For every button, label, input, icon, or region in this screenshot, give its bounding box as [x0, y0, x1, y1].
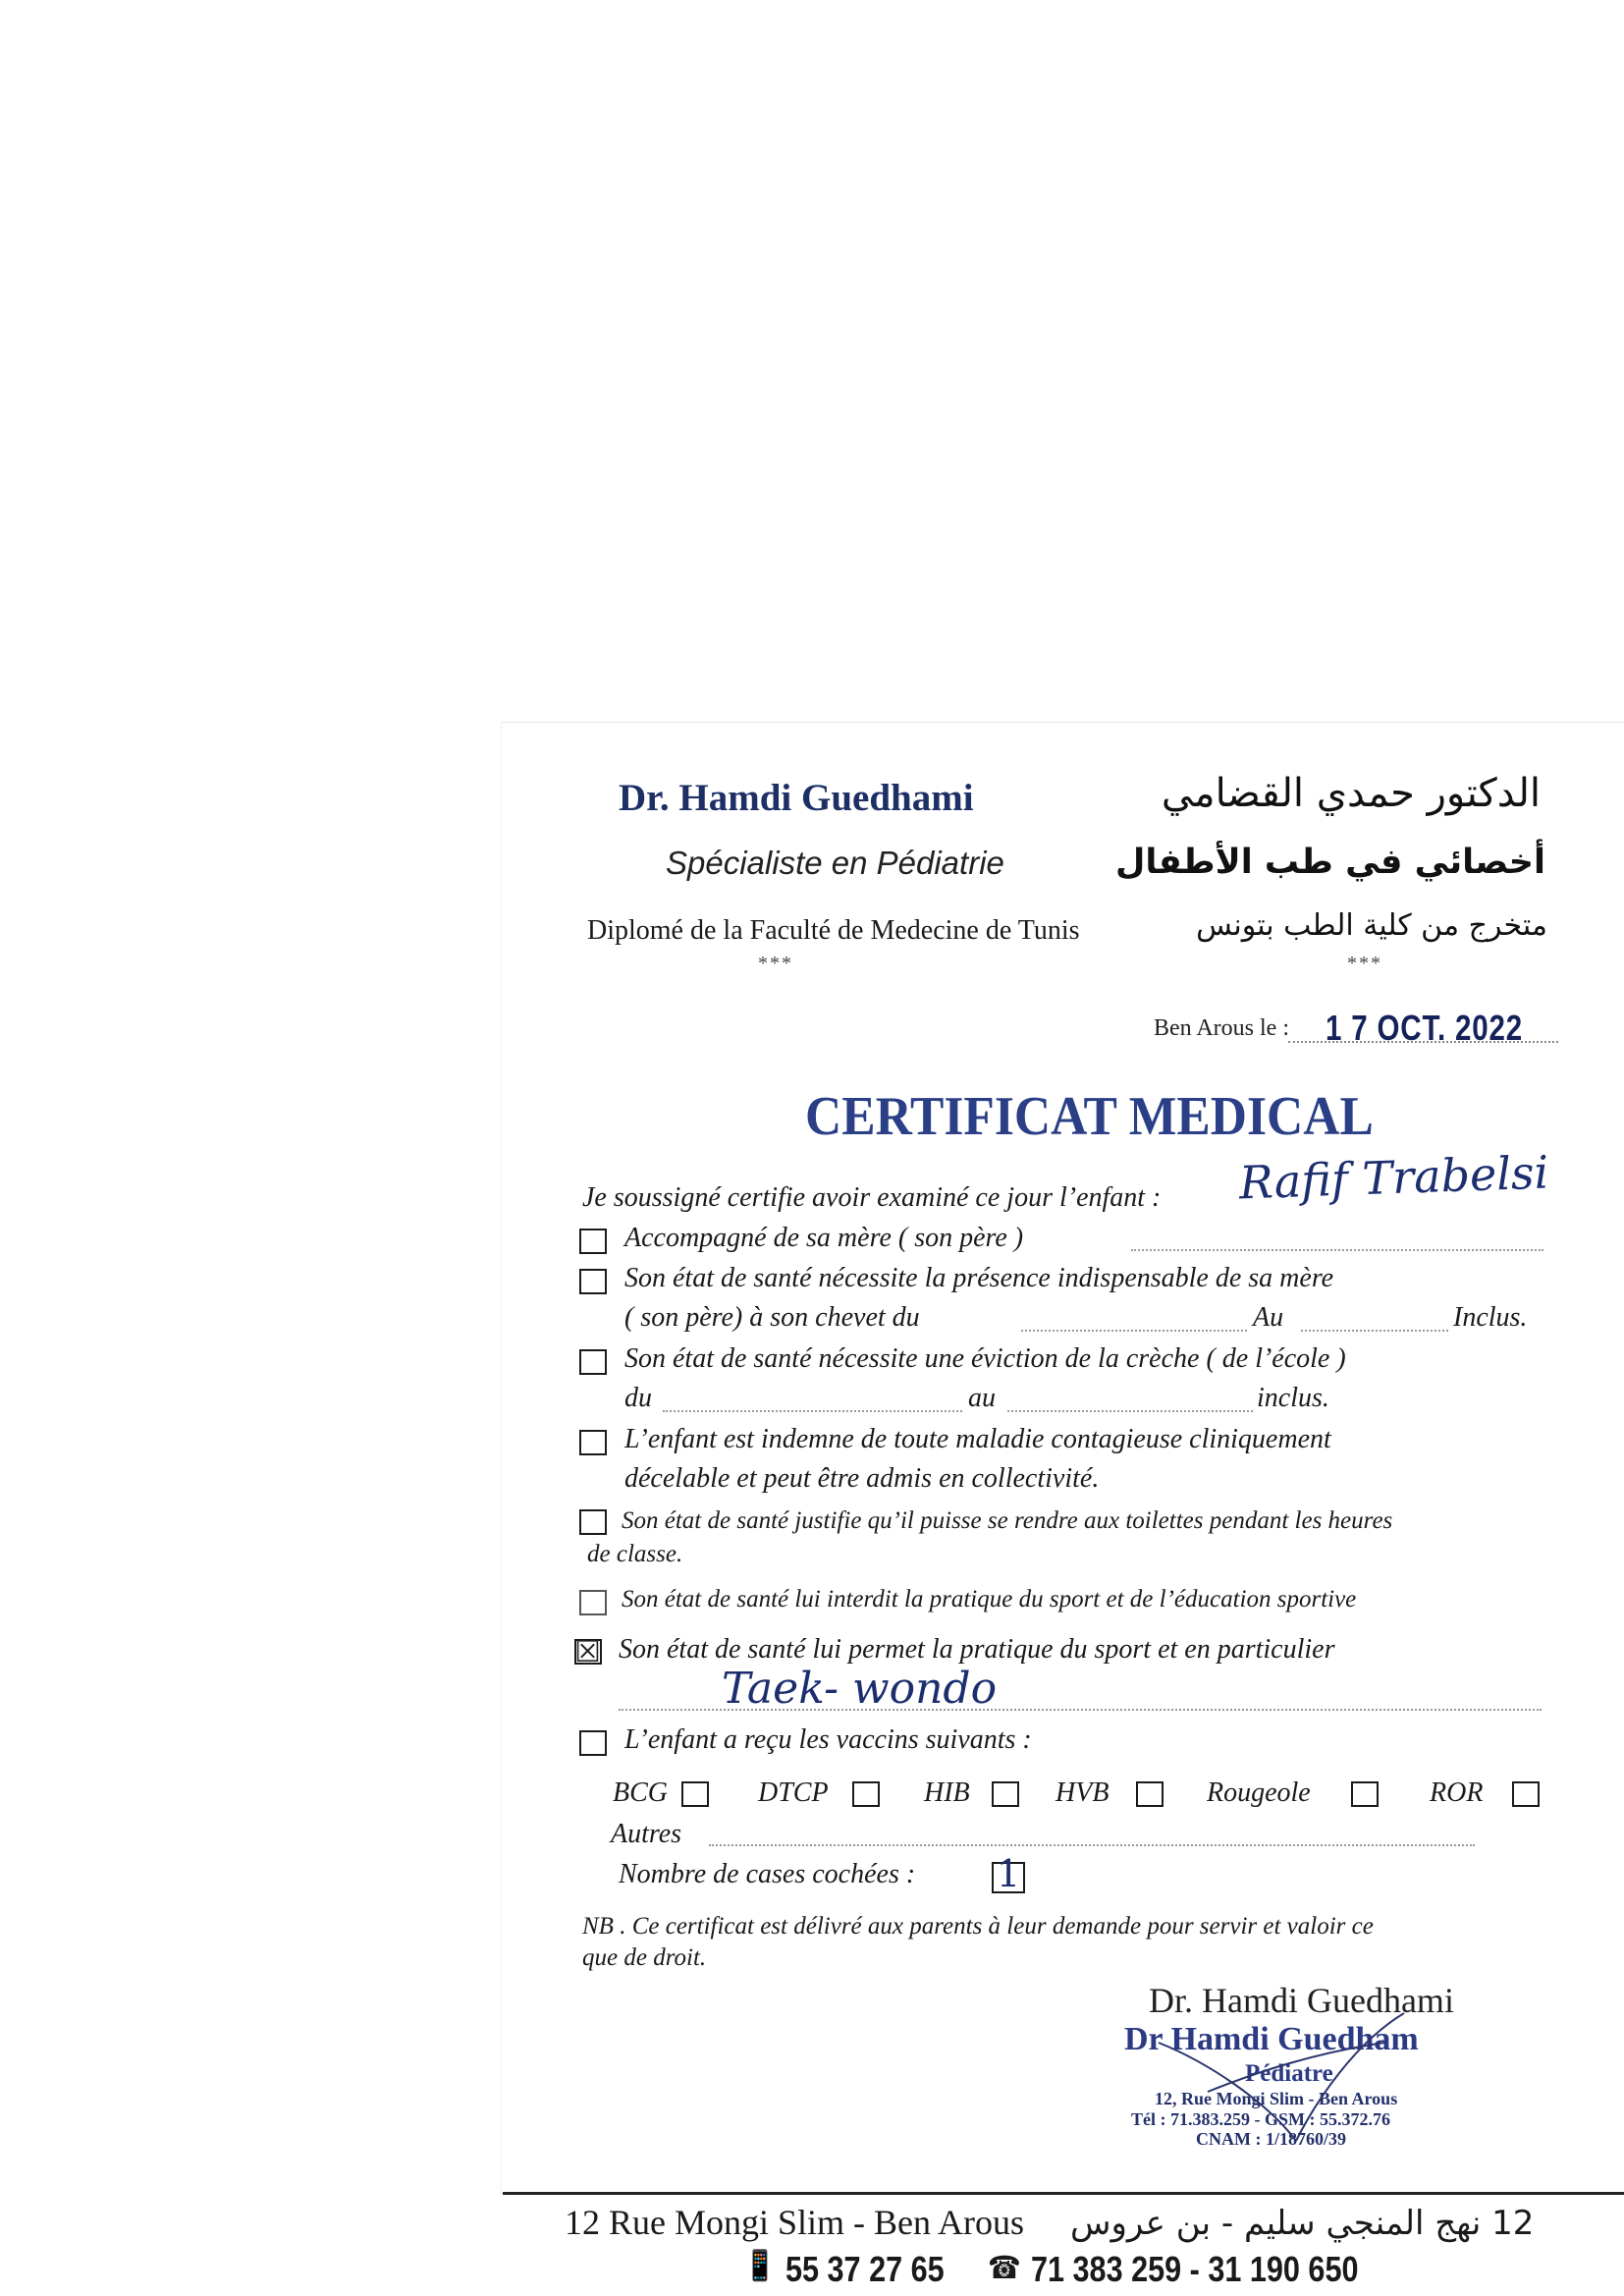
handwritten-signature	[1149, 1984, 1424, 2160]
footer-address-french: 12 Rue Mongi Slim - Ben Arous	[565, 2203, 1025, 2242]
item-presence-line2: ( son père) à son chevet du	[624, 1302, 920, 1333]
doctor-name-arabic: الدكتور حمدي القضامي	[1161, 771, 1541, 816]
vaccine-bcg-label: BCG	[613, 1777, 668, 1808]
stamp-doctor-name: Dr Hamdi Guedham	[1124, 2021, 1419, 2057]
stamp-address: 12, Rue Mongi Slim - Ben Arous	[1155, 2089, 1398, 2108]
paper-top-edge	[501, 722, 1624, 723]
stars-right: ***	[1347, 953, 1382, 974]
eviction-to-dotted-line	[1007, 1410, 1253, 1412]
checkbox-accompagne[interactable]	[579, 1229, 607, 1254]
stars-left: ***	[758, 953, 793, 974]
item-eviction-line1: Son état de santé nécessite une éviction de la crèche ( de l’école )	[624, 1343, 1346, 1374]
vaccine-ror-label: ROR	[1430, 1777, 1484, 1808]
item-presence-line1: Son état de santé nécessite la présence indispensable de sa mère	[624, 1263, 1334, 1293]
date-stamp: 1 7 OCT. 2022	[1326, 1008, 1524, 1048]
item-indemne-line2: décelable et peut être admis en collectivité.	[624, 1463, 1100, 1494]
item-interdit: Son état de santé lui interdit la pratique du sport et de l’éducation sportive	[622, 1586, 1357, 1613]
doctor-specialty: Spécialiste en Pédiatrie	[666, 845, 1004, 881]
item-accompagne: Accompagné de sa mère ( son père )	[624, 1223, 1024, 1253]
vaccine-dtcp-label: DTCP	[758, 1777, 829, 1808]
checkbox-indemne[interactable]	[579, 1430, 607, 1455]
checkbox-permet-checked[interactable]	[574, 1635, 602, 1669]
checkbox-interdit[interactable]	[579, 1590, 607, 1615]
date-label: Ben Arous le :	[1154, 1015, 1289, 1041]
nb-line1: NB . Ce certificat est délivré aux parents à leur demande pour servir et valoir ce	[582, 1913, 1374, 1940]
sport-handwritten: Taek- wondo	[722, 1664, 998, 1714]
check-mark-icon: ☒	[574, 1635, 601, 1669]
doctor-name: Dr. Hamdi Guedhami	[619, 777, 974, 819]
autres-dotted-line	[709, 1844, 1475, 1846]
signature-doctor-name: Dr. Hamdi Guedhami	[1149, 1981, 1454, 2020]
item-indemne-line1: L’enfant est indemne de toute maladie contagieuse cliniquement	[624, 1424, 1331, 1454]
presence-au: Au	[1253, 1302, 1284, 1333]
eviction-from-dotted-line	[663, 1410, 962, 1412]
item-toilettes-line1: Son état de santé justifie qu’il puisse se rendre aux toilettes pendant les heures	[622, 1507, 1393, 1534]
doctor-specialty-arabic: أخصائي في طب الأطفال	[1114, 843, 1545, 882]
vaccine-hvb-label: HVB	[1056, 1777, 1110, 1808]
presence-inclus: Inclus.	[1453, 1302, 1528, 1333]
checkbox-vaccine-hvb[interactable]	[1136, 1781, 1164, 1807]
nb-line2: que de droit.	[582, 1944, 707, 1971]
item-permet: Son état de santé lui permet la pratique du sport et en particulier	[619, 1634, 1335, 1665]
eviction-inclus: inclus.	[1257, 1383, 1329, 1413]
item-vaccins: L’enfant a reçu les vaccins suivants :	[624, 1724, 1032, 1755]
item-toilettes-line2: de classe.	[587, 1541, 683, 1567]
eviction-du: du	[624, 1383, 652, 1413]
checkbox-vaccine-bcg[interactable]	[681, 1781, 709, 1807]
checkbox-vaccine-ror[interactable]	[1512, 1781, 1540, 1807]
child-name-handwritten: Rafif Trabelsi	[1238, 1145, 1550, 1210]
checkbox-vaccine-hib[interactable]	[992, 1781, 1019, 1807]
stamp-title: Pédiatre	[1245, 2060, 1333, 2087]
checkbox-presence[interactable]	[579, 1269, 607, 1294]
paper-left-edge	[501, 722, 502, 2195]
doctor-diploma: Diplomé de la Faculté de Medecine de Tunis	[587, 915, 1080, 946]
vaccine-rougeole-label: Rougeole	[1207, 1777, 1311, 1808]
stamp-phones: Tél : 71.383.259 - GSM : 55.372.76	[1131, 2109, 1390, 2129]
checkbox-eviction[interactable]	[579, 1349, 607, 1375]
vaccine-hib-label: HIB	[924, 1777, 970, 1808]
phone-icon: ☎	[988, 2249, 1021, 2286]
accompagne-dotted-line	[1131, 1249, 1543, 1251]
checkbox-vaccine-dtcp[interactable]	[852, 1781, 880, 1807]
checkbox-vaccins[interactable]	[579, 1730, 607, 1756]
presence-to-dotted-line	[1301, 1330, 1448, 1332]
footer-rule	[503, 2192, 1624, 2195]
count-label: Nombre de cases cochées :	[619, 1859, 916, 1889]
footer-phones: 71 383 259 - 31 190 650	[1031, 2249, 1359, 2289]
eviction-au: au	[968, 1383, 996, 1413]
doctor-diploma-arabic: متخرج من كلية الطب بتونس	[1196, 908, 1547, 943]
intro-text: Je soussigné certifie avoir examiné ce jour l’enfant :	[582, 1182, 1162, 1213]
autres-label: Autres	[611, 1819, 682, 1849]
count-value-handwritten: 1	[997, 1852, 1021, 1895]
document-title: CERTIFICAT MEDICAL	[805, 1086, 1374, 1147]
presence-from-dotted-line	[1021, 1330, 1247, 1332]
stamp-cnam: CNAM : 1/18760/39	[1196, 2129, 1346, 2149]
checkbox-vaccine-rougeole[interactable]	[1351, 1781, 1379, 1807]
footer-address-arabic: 12 نهج المنجي سليم - بن عروس	[1070, 2204, 1535, 2243]
checkbox-toilettes[interactable]	[579, 1509, 607, 1535]
mobile-icon: 📱	[744, 2250, 776, 2282]
footer-mobile: 55 37 27 65	[785, 2249, 945, 2289]
